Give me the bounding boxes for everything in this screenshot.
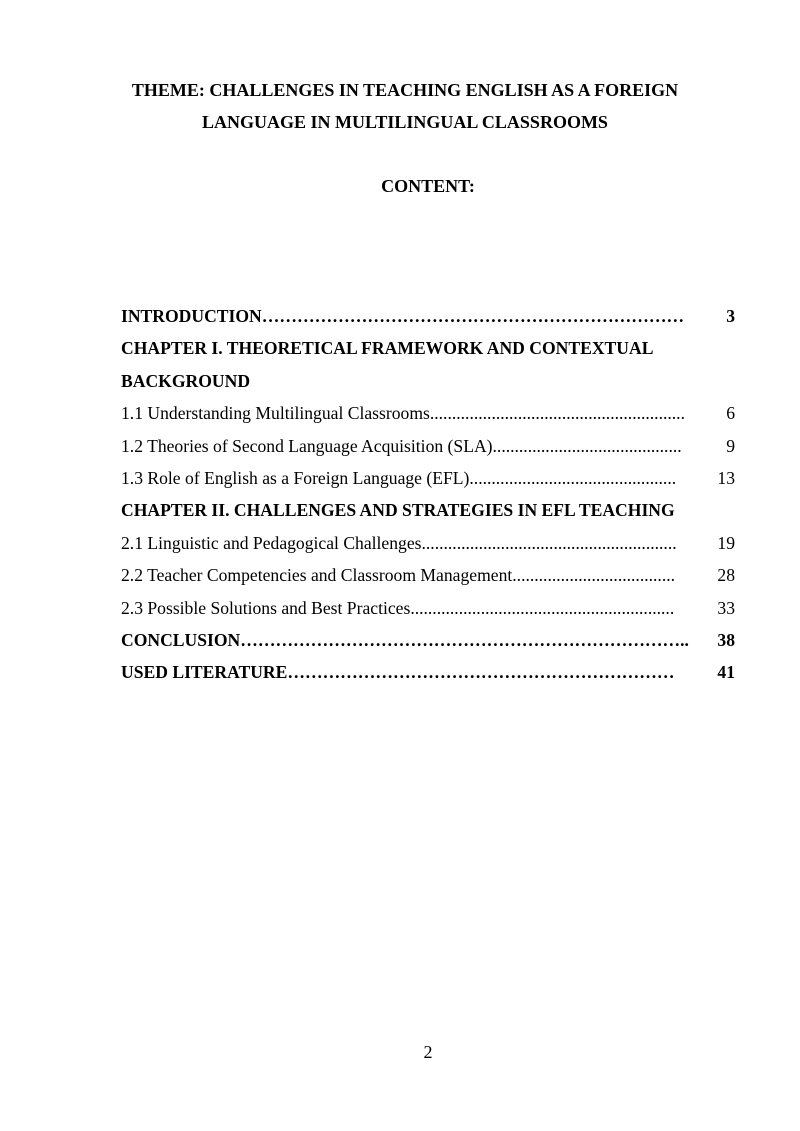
toc-label: 2.2 Teacher Competencies and Classroom Management <box>121 565 513 586</box>
toc-label: INTRODUCTION <box>121 306 262 326</box>
toc-page-number: 41 <box>717 662 735 683</box>
toc-entry-2-1[interactable] <box>121 527 735 559</box>
toc-page-number: 9 <box>726 435 735 456</box>
toc-label: 1.3 Role of English as a Foreign Language (EFL) <box>121 468 470 489</box>
toc-leader: ............................................................ <box>410 597 675 618</box>
contents-heading: CONTENT: <box>381 176 475 196</box>
toc-entry-2-3[interactable] <box>121 592 735 624</box>
toc-label: 1.2 Theories of Second Language Acquisition (SLA) <box>121 435 493 456</box>
toc-leader: ..................................... <box>512 565 676 586</box>
toc-label: USED LITERATURE <box>121 662 288 683</box>
toc-page-number: 3 <box>726 306 735 326</box>
toc-entry-2-2[interactable] <box>121 559 735 591</box>
toc-label: 1.1 Understanding Multilingual Classrooms <box>121 403 430 424</box>
title-line-1: THEME: CHALLENGES IN TEACHING ENGLISH AS A FOREIGN <box>131 80 679 100</box>
toc-page-number: 28 <box>717 565 735 586</box>
toc-chapter-1-line-2[interactable]: BACKGROUND <box>121 370 251 391</box>
toc-entry-conclusion[interactable] <box>121 624 735 656</box>
toc-label: CONCLUSION <box>121 630 241 651</box>
toc-leader: ........................................... <box>492 435 682 456</box>
toc-page-number: 13 <box>717 468 735 489</box>
toc-leader: ………………………………………………………… <box>287 662 675 683</box>
page-number: 2 <box>423 1042 433 1062</box>
toc-entry-1-1[interactable] <box>121 397 735 429</box>
toc-entry-1-3[interactable] <box>121 462 735 494</box>
toc-page-number: 6 <box>726 403 735 424</box>
toc-page-number: 19 <box>717 532 735 553</box>
toc-entry-used-literature[interactable] <box>121 656 735 688</box>
document-title <box>100 74 710 138</box>
toc-leader: ……………………………………………………………… <box>261 306 685 326</box>
toc-entry-introduction[interactable] <box>121 300 735 332</box>
toc-leader: ………………………………………………………………….. <box>240 630 689 651</box>
toc-page-number: 33 <box>717 597 735 618</box>
table-of-contents <box>121 300 735 689</box>
toc-leader: .......................................................... <box>429 403 685 424</box>
title-line-2: LANGUAGE IN MULTILINGUAL CLASSROOMS <box>202 112 608 132</box>
toc-chapter-2[interactable]: CHAPTER II. CHALLENGES AND STRATEGIES IN EFL TEACHING <box>121 500 675 521</box>
toc-page-number: 38 <box>717 630 735 651</box>
toc-label: 2.1 Linguistic and Pedagogical Challenges <box>121 532 422 553</box>
toc-chapter-1-line-1[interactable]: CHAPTER I. THEORETICAL FRAMEWORK AND CONTEXTUAL <box>121 338 654 359</box>
toc-label: 2.3 Possible Solutions and Best Practices <box>121 597 411 618</box>
toc-entry-1-2[interactable] <box>121 430 735 462</box>
toc-leader: ............................................... <box>469 468 677 489</box>
toc-leader: .......................................................... <box>421 532 677 553</box>
